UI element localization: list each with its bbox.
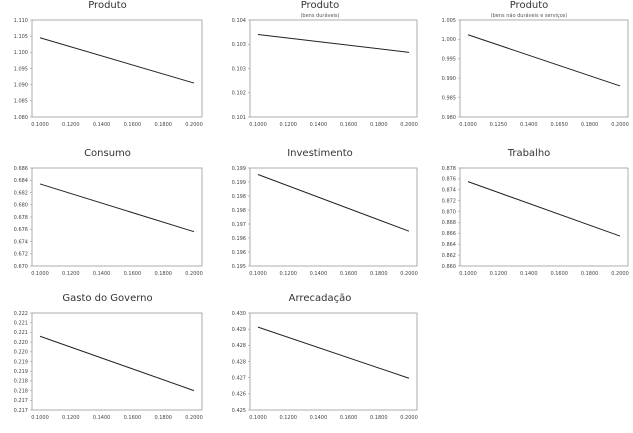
chart-title: Produto — [300, 0, 340, 11]
y-tick-label: 0.980 — [441, 114, 456, 121]
x-tick-label: 0.2000 — [611, 271, 629, 277]
y-tick-label: 0.425 — [231, 407, 246, 414]
y-tick-label: 1.095 — [13, 66, 28, 73]
y-tick-label: 0.196 — [231, 249, 246, 256]
y-tick-label: 0.195 — [231, 263, 246, 270]
x-tick-label: 0.1400 — [92, 415, 111, 421]
y-tick-label: 0.101 — [231, 114, 246, 121]
chart-consumo — [0, 148, 215, 288]
y-tick-label: 0.427 — [231, 375, 246, 382]
plot-area — [32, 20, 202, 117]
y-tick-label: 0.866 — [441, 231, 456, 238]
y-tick-label: 0.219 — [13, 359, 28, 366]
y-tick-label: 0.428 — [231, 359, 246, 366]
x-tick-label: 0.1400 — [92, 271, 111, 277]
y-tick-label: 0.995 — [441, 56, 456, 63]
chart-produto-bens-duraveis — [215, 0, 425, 140]
y-tick-label: 0.199 — [231, 165, 246, 172]
y-tick-label: 0.102 — [231, 90, 246, 97]
x-tick-label: 0.1400 — [520, 271, 538, 277]
y-tick-label: 0.221 — [13, 320, 28, 327]
y-tick-label: 0.217 — [13, 398, 28, 405]
chart-svg — [425, 148, 633, 288]
y-tick-label: 0.864 — [441, 242, 456, 249]
x-tick-label: 0.1200 — [62, 415, 80, 421]
x-tick-label: 0.1200 — [62, 271, 80, 277]
x-tick-label: 0.1600 — [339, 122, 358, 128]
x-tick-label: 0.2000 — [185, 271, 203, 277]
x-tick-label: 0.1600 — [339, 415, 358, 421]
chart-svg — [0, 0, 215, 140]
x-tick-label: 0.1000 — [249, 271, 267, 277]
y-tick-label: 1.080 — [13, 114, 28, 121]
chart-title: Investimento — [287, 148, 353, 159]
x-tick-label: 0.2000 — [611, 122, 629, 128]
x-tick-label: 0.1200 — [279, 271, 297, 277]
x-tick-label: 0.1800 — [370, 415, 388, 421]
y-tick-label: 0.872 — [441, 198, 456, 205]
y-tick-label: 0.103 — [231, 66, 246, 73]
x-tick-label: 0.2000 — [185, 122, 203, 128]
x-tick-label: 0.1200 — [62, 122, 80, 128]
chart-trabalho — [425, 148, 633, 288]
x-tick-label: 0.1400 — [309, 415, 328, 421]
x-tick-label: 0.2000 — [185, 415, 203, 421]
plot-area — [32, 168, 202, 266]
plot-area — [250, 168, 417, 266]
chart-subtitle: (bens não duráveis e serviços) — [490, 13, 568, 19]
x-tick-label: 0.2000 — [400, 122, 418, 128]
x-tick-label: 0.1800 — [154, 271, 172, 277]
y-tick-label: 0.874 — [441, 187, 456, 194]
y-tick-label: 1.005 — [441, 17, 456, 24]
y-tick-label: 0.670 — [13, 263, 28, 270]
y-tick-label: 0.878 — [441, 165, 456, 172]
chart-arrecadacao — [215, 293, 425, 433]
y-tick-label: 1.100 — [13, 50, 28, 57]
y-tick-label: 0.197 — [231, 221, 246, 228]
y-tick-label: 0.860 — [441, 263, 456, 270]
y-tick-label: 0.870 — [441, 209, 456, 216]
y-tick-label: 0.985 — [441, 95, 456, 102]
chart-produto-bens-nao-duraveis — [425, 0, 633, 140]
x-tick-label: 0.1200 — [279, 415, 297, 421]
y-tick-label: 0.680 — [13, 202, 28, 209]
chart-svg — [215, 293, 425, 433]
x-tick-label: 0.1200 — [489, 271, 508, 277]
chart-subtitle: (bens duráveis) — [300, 13, 340, 19]
chart-title: Consumo — [84, 148, 131, 159]
chart-svg — [425, 0, 633, 140]
x-tick-label: 0.1000 — [249, 122, 267, 128]
x-tick-label: 0.1200 — [279, 122, 297, 128]
x-tick-label: 0.1000 — [31, 271, 49, 277]
y-tick-label: 0.220 — [13, 349, 28, 356]
y-tick-label: 0.198 — [231, 207, 246, 214]
y-tick-label: 1.085 — [13, 98, 28, 105]
y-tick-label: 1.105 — [13, 33, 28, 40]
plot-area — [460, 168, 628, 266]
x-tick-label: 0.1000 — [459, 271, 477, 277]
chart-produto — [0, 0, 215, 140]
y-tick-label: 0.430 — [231, 310, 246, 317]
chart-title: Trabalho — [507, 148, 551, 159]
y-tick-label: 0.676 — [13, 227, 28, 234]
y-tick-label: 0.221 — [13, 330, 28, 337]
x-tick-label: 0.1400 — [520, 122, 538, 128]
plot-area — [460, 20, 628, 117]
x-tick-label: 0.1400 — [309, 271, 328, 277]
y-tick-label: 0.426 — [231, 391, 246, 398]
y-tick-label: 0.684 — [13, 178, 28, 185]
y-tick-label: 1.110 — [13, 17, 28, 24]
x-tick-label: 0.1650 — [550, 122, 568, 128]
y-tick-label: 0.868 — [441, 220, 456, 227]
y-tick-label: 0.104 — [231, 17, 246, 24]
y-tick-label: 0.219 — [13, 369, 28, 375]
x-tick-label: 0.1000 — [31, 415, 49, 421]
plot-area — [250, 313, 417, 410]
x-tick-label: 0.1800 — [154, 415, 172, 421]
y-tick-label: 0.218 — [13, 388, 28, 395]
chart-investimento — [215, 148, 425, 288]
y-tick-label: 0.198 — [231, 193, 246, 200]
x-tick-label: 0.1000 — [459, 122, 477, 128]
chart-svg — [215, 0, 425, 140]
x-tick-label: 0.1600 — [123, 271, 142, 277]
chart-title: Arrecadação — [288, 293, 352, 304]
x-tick-label: 0.1600 — [550, 271, 568, 277]
y-tick-label: 1.000 — [441, 37, 456, 44]
chart-svg — [215, 148, 425, 288]
x-tick-label: 0.1400 — [92, 122, 111, 128]
y-tick-label: 0.220 — [13, 339, 28, 346]
y-tick-label: 0.990 — [441, 76, 456, 82]
x-tick-label: 0.2000 — [400, 415, 418, 421]
x-tick-label: 0.1600 — [123, 122, 142, 128]
x-tick-label: 0.1800 — [154, 122, 172, 128]
y-tick-label: 0.218 — [13, 378, 28, 385]
chart-svg — [0, 148, 215, 288]
x-tick-label: 0.1800 — [370, 122, 388, 128]
y-tick-label: 0.678 — [13, 214, 28, 221]
y-tick-label: 0.217 — [13, 407, 28, 414]
plot-area — [250, 20, 417, 117]
chart-title: Gasto do Governo — [62, 293, 153, 304]
y-tick-label: 0.672 — [13, 251, 28, 258]
x-tick-label: 0.1800 — [580, 122, 599, 128]
y-tick-label: 0.682 — [13, 190, 28, 197]
y-tick-label: 0.103 — [231, 42, 246, 49]
x-tick-label: 0.1600 — [339, 271, 358, 277]
y-tick-label: 0.429 — [231, 326, 246, 333]
chart-title: Produto — [509, 0, 549, 11]
chart-svg — [0, 293, 215, 433]
y-tick-label: 0.674 — [13, 239, 28, 246]
x-tick-label: 0.2000 — [400, 271, 418, 277]
chart-title: Produto — [88, 0, 127, 11]
x-tick-label: 0.1800 — [370, 271, 388, 277]
x-tick-label: 0.1000 — [31, 122, 49, 128]
y-tick-label: 1.090 — [13, 82, 28, 89]
y-tick-label: 0.222 — [13, 310, 28, 317]
y-tick-label: 0.686 — [13, 165, 28, 172]
y-tick-label: 0.428 — [231, 343, 246, 350]
y-tick-label: 0.199 — [231, 179, 246, 186]
x-tick-label: 0.1600 — [123, 415, 142, 421]
x-tick-label: 0.1000 — [249, 415, 267, 421]
y-tick-label: 0.862 — [441, 252, 456, 259]
y-tick-label: 0.196 — [231, 235, 246, 242]
chart-gasto-do-governo — [0, 293, 215, 433]
y-tick-label: 0.876 — [441, 176, 456, 183]
x-tick-label: 0.1250 — [489, 122, 508, 128]
x-tick-label: 0.1400 — [309, 122, 328, 128]
plot-area — [32, 313, 202, 410]
x-tick-label: 0.1800 — [580, 271, 599, 277]
